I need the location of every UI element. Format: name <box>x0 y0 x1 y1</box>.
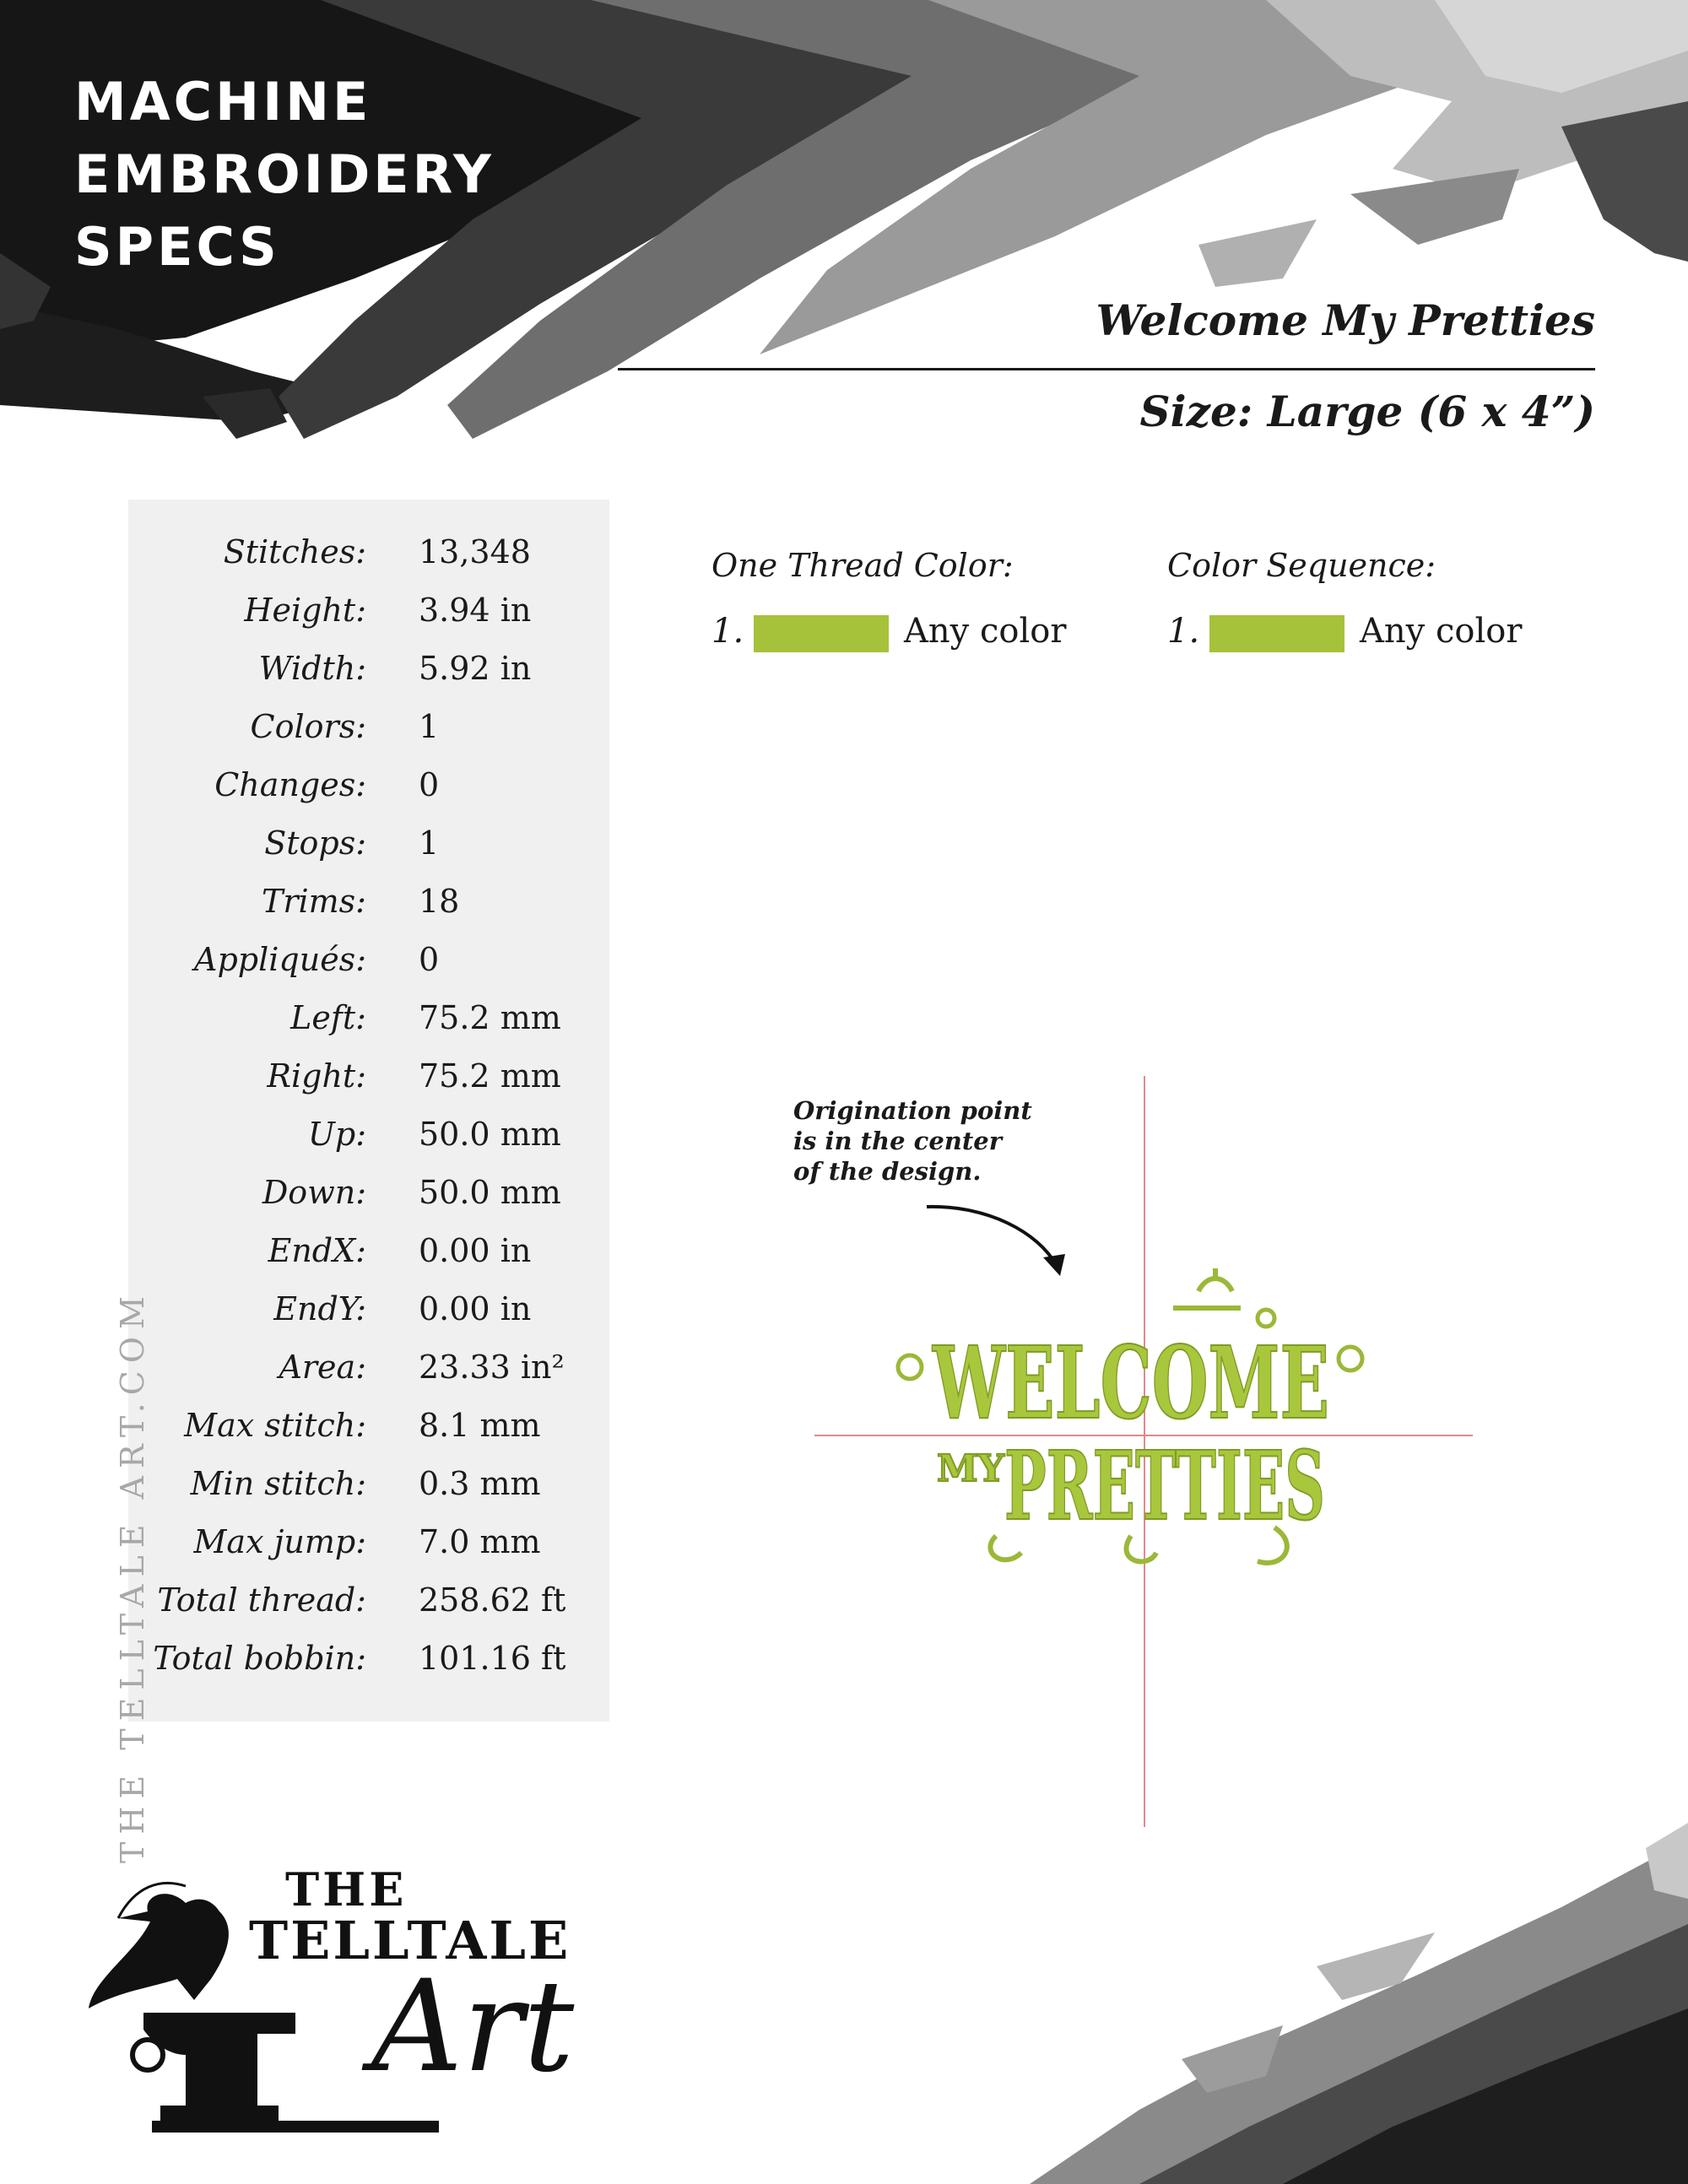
header-divider <box>618 368 1595 370</box>
spec-label: Total bobbin: <box>153 1640 366 1677</box>
spec-label: Trims: <box>261 883 366 920</box>
origination-note-line-3: of the design. <box>793 1157 982 1186</box>
spec-row <box>128 1465 609 1523</box>
title-line-1: MACHINE <box>74 71 372 132</box>
spec-row <box>128 941 609 999</box>
spec-label: Down: <box>262 1174 366 1211</box>
spec-value: 75.2 mm <box>419 1057 561 1095</box>
spec-value: 50.0 mm <box>419 1116 561 1153</box>
spec-row <box>128 1174 609 1232</box>
spec-row <box>128 1407 609 1465</box>
spec-label: Max jump: <box>193 1523 366 1560</box>
spec-label: Changes: <box>214 766 366 803</box>
origination-note-line-2: is in the center <box>793 1127 1002 1155</box>
spec-label: Left: <box>290 999 366 1036</box>
spec-label: Right: <box>267 1057 366 1095</box>
spec-value: 258.62 ft <box>419 1581 566 1619</box>
spec-label: Max stitch: <box>184 1407 366 1444</box>
spec-label: Min stitch: <box>190 1465 366 1502</box>
design-name: Welcome My Pretties <box>1096 295 1595 345</box>
spec-label: Up: <box>307 1116 366 1153</box>
logo-line-2: TELLTALE <box>249 1910 571 1971</box>
spec-value: 5.92 in <box>419 650 532 687</box>
thread-color-heading: One Thread Color: <box>711 547 1014 584</box>
color-sequence-heading: Color Sequence: <box>1167 547 1436 584</box>
telltale-art-logo <box>84 1852 633 2139</box>
spec-label: EndX: <box>268 1232 366 1269</box>
spec-row <box>128 1640 609 1698</box>
spec-row <box>128 1290 609 1349</box>
spec-value: 50.0 mm <box>419 1174 561 1211</box>
design-line-1: WELCOME <box>931 1324 1329 1441</box>
spec-panel <box>128 500 609 1722</box>
embroidery-design-preview <box>895 1266 1367 1603</box>
origination-note-line-1: Origination point <box>793 1096 1032 1125</box>
spec-label: Total thread: <box>157 1581 366 1619</box>
spec-label: Area: <box>279 1349 366 1386</box>
spec-row <box>128 824 609 883</box>
spec-row <box>128 1581 609 1640</box>
spec-row <box>128 533 609 592</box>
spec-row <box>128 650 609 708</box>
title-line-2: EMBROIDERY <box>74 143 495 205</box>
thread-color-item <box>711 612 1066 654</box>
title-line-3: SPECS <box>74 216 280 278</box>
spec-value: 1 <box>419 824 440 862</box>
spec-value: 0.00 in <box>419 1290 532 1327</box>
spec-row <box>128 883 609 941</box>
page-title <box>74 66 495 284</box>
spec-label: Appliqués: <box>194 941 366 978</box>
thread-color-name: Any color <box>904 612 1067 651</box>
thread-color-number: 1. <box>711 612 744 651</box>
spec-label: Colors: <box>250 708 366 745</box>
thread-color-swatch <box>754 615 889 652</box>
logo-script: Art <box>371 1954 575 2100</box>
spec-value: 18 <box>419 883 460 920</box>
spec-value: 7.0 mm <box>419 1523 541 1560</box>
logo-line-1: THE <box>285 1862 408 1916</box>
spec-value: 0.3 mm <box>419 1465 541 1502</box>
spec-row <box>128 1116 609 1174</box>
design-line-2: PRETTIES <box>1004 1431 1325 1542</box>
spec-value: 101.16 ft <box>419 1640 566 1677</box>
spec-label: Height: <box>244 592 366 629</box>
spec-row <box>128 592 609 650</box>
spec-value: 0.00 in <box>419 1232 532 1269</box>
color-sequence-name: Any color <box>1360 612 1523 651</box>
spec-row <box>128 999 609 1057</box>
spec-row <box>128 708 609 766</box>
spec-value: 0 <box>419 941 440 978</box>
color-sequence-swatch <box>1209 615 1344 652</box>
spec-value: 3.94 in <box>419 592 532 629</box>
spec-value: 0 <box>419 766 440 803</box>
spec-value: 1 <box>419 708 440 745</box>
spec-row <box>128 766 609 824</box>
spec-value: 13,348 <box>419 533 531 570</box>
spec-value: 75.2 mm <box>419 999 561 1036</box>
spec-label: Width: <box>258 650 366 687</box>
origination-note <box>793 1095 1032 1187</box>
color-sequence-number: 1. <box>1167 612 1200 651</box>
spec-label: Stops: <box>264 824 366 862</box>
design-line-2-small: MY <box>936 1447 1005 1490</box>
spec-row <box>128 1349 609 1407</box>
spec-label: Stitches: <box>223 533 366 570</box>
design-size: Size: Large (6 x 4”) <box>1139 387 1595 436</box>
spec-row <box>128 1057 609 1116</box>
side-website-text: THE TELLTALE ART.COM <box>114 1289 151 1863</box>
spec-value: 8.1 mm <box>419 1407 541 1444</box>
spec-label: EndY: <box>273 1290 366 1327</box>
spec-value: 23.33 in² <box>419 1349 565 1386</box>
spec-row <box>128 1232 609 1290</box>
spec-row <box>128 1523 609 1581</box>
color-sequence-item <box>1167 612 1522 654</box>
